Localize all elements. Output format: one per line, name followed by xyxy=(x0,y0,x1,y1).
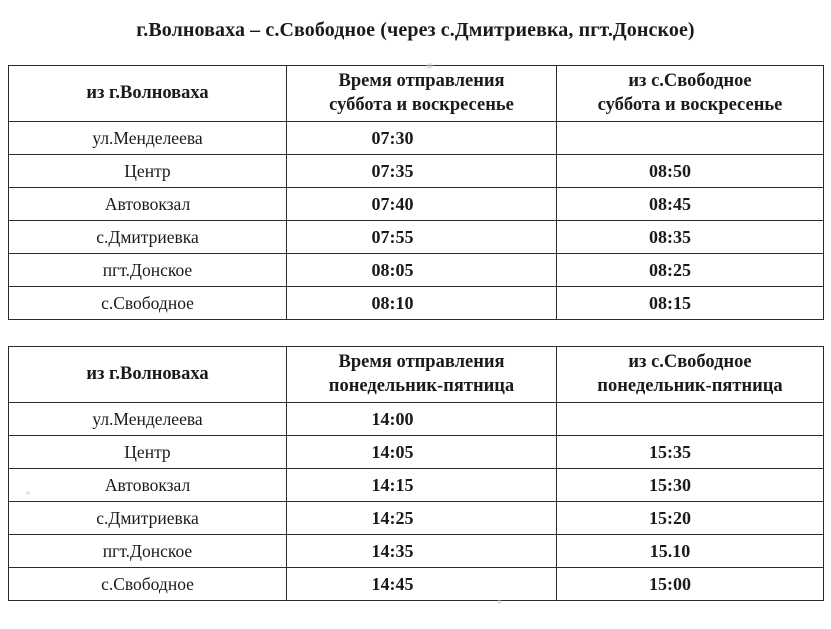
departure-time: 14:45 xyxy=(287,568,557,601)
header-origin-volnovakha: из г.Волноваха xyxy=(9,66,287,122)
departure-time: 14:00 xyxy=(287,403,557,436)
return-time xyxy=(557,122,824,155)
stop-name: Автовокзал xyxy=(9,469,287,502)
table-row xyxy=(9,221,824,254)
header-departure-time-line1: Время отправления xyxy=(338,70,505,91)
departure-time: 07:55 xyxy=(287,221,557,254)
departure-time: 08:10 xyxy=(287,287,557,320)
return-time: 08:35 xyxy=(557,221,824,254)
stop-name: Автовокзал xyxy=(9,188,287,221)
scan-speck xyxy=(426,63,433,69)
header-origin-svobodnoe-line2: суббота и воскресенье xyxy=(597,94,783,115)
stop-name: ул.Менделеева xyxy=(9,122,287,155)
table-row xyxy=(9,188,824,221)
table-row xyxy=(9,254,824,287)
header-origin-svobodnoe-line1: из с.Свободное xyxy=(628,351,752,372)
header-departure-time-line2: понедельник-пятница xyxy=(328,375,515,396)
table-row xyxy=(9,535,824,568)
table-row xyxy=(9,155,824,188)
table-row xyxy=(9,469,824,502)
stop-name: с.Дмитриевка xyxy=(9,221,287,254)
header-departure-time-line2: суббота и воскресенье xyxy=(329,94,514,115)
return-time xyxy=(557,403,824,436)
header-origin-volnovakha: из г.Волноваха xyxy=(9,347,287,403)
stop-name: с.Свободное xyxy=(9,287,287,320)
header-origin-svobodnoe-line2: понедельник-пятница xyxy=(597,375,783,396)
schedule-tables xyxy=(8,65,823,601)
return-time: 08:25 xyxy=(557,254,824,287)
stop-name: с.Свободное xyxy=(9,568,287,601)
header-departure-time xyxy=(287,347,557,403)
table-row xyxy=(9,436,824,469)
weekend-schedule-table xyxy=(8,65,824,320)
departure-time: 14:15 xyxy=(287,469,557,502)
table-header-row xyxy=(9,66,824,122)
table-row xyxy=(9,122,824,155)
table-row xyxy=(9,568,824,601)
header-origin-svobodnoe xyxy=(557,347,824,403)
return-time: 08:50 xyxy=(557,155,824,188)
departure-time: 07:40 xyxy=(287,188,557,221)
header-origin-svobodnoe xyxy=(557,66,824,122)
return-time: 15:20 xyxy=(557,502,824,535)
return-time: 08:45 xyxy=(557,188,824,221)
stop-name: Центр xyxy=(9,155,287,188)
departure-time: 14:05 xyxy=(287,436,557,469)
return-time: 15:35 xyxy=(557,436,824,469)
table-header-row xyxy=(9,347,824,403)
table-row xyxy=(9,403,824,436)
return-time: 08:15 xyxy=(557,287,824,320)
stop-name: с.Дмитриевка xyxy=(9,502,287,535)
return-time: 15.10 xyxy=(557,535,824,568)
scan-speck xyxy=(497,600,502,604)
header-origin-svobodnoe-line1: из с.Свободное xyxy=(628,70,752,91)
return-time: 15:00 xyxy=(557,568,824,601)
stop-name: пгт.Донское xyxy=(9,535,287,568)
departure-time: 08:05 xyxy=(287,254,557,287)
departure-time: 14:25 xyxy=(287,502,557,535)
return-time: 15:30 xyxy=(557,469,824,502)
departure-time: 14:35 xyxy=(287,535,557,568)
table-row xyxy=(9,287,824,320)
header-departure-time-line1: Время отправления xyxy=(338,351,505,372)
table-separator xyxy=(8,320,823,346)
weekday-schedule-table xyxy=(8,346,824,601)
table-row xyxy=(9,502,824,535)
departure-time: 07:35 xyxy=(287,155,557,188)
stop-name: пгт.Донское xyxy=(9,254,287,287)
header-departure-time xyxy=(287,66,557,122)
stop-name: ул.Менделеева xyxy=(9,403,287,436)
page-title: г.Волноваха – с.Свободное (через с.Дмитриевка, пгт.Донское) xyxy=(136,19,695,41)
stop-name: Центр xyxy=(9,436,287,469)
departure-time: 07:30 xyxy=(287,122,557,155)
scan-speck xyxy=(26,491,30,495)
